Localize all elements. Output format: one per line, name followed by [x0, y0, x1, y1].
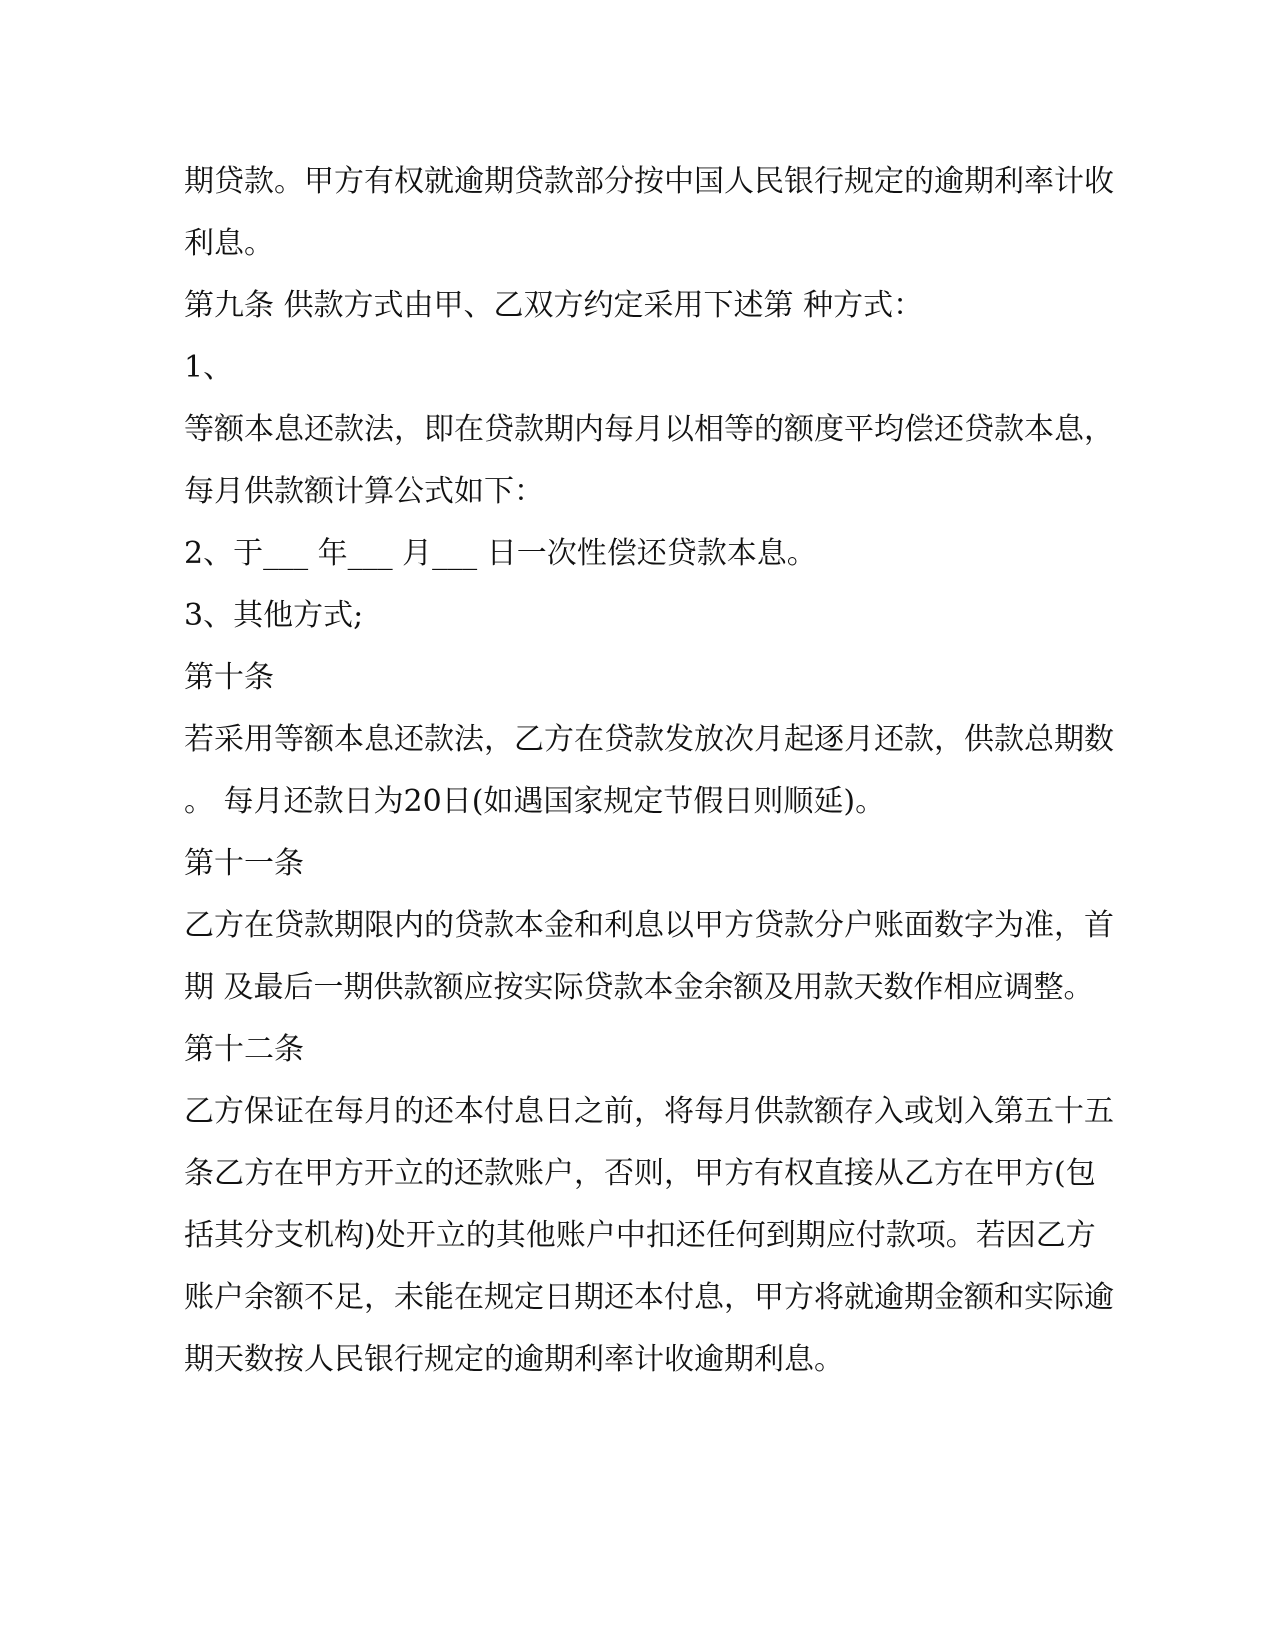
paragraph-line: 乙方保证在每月的还本付息日之前，将每月供款额存入或划入第五十五 [184, 1094, 1114, 1129]
article-heading: 第十条 [184, 660, 274, 695]
paragraph-line: 乙方在贷款期限内的贷款本金和利息以甲方贷款分户账面数字为准，首 [184, 908, 1114, 943]
paragraph-line: 期 及最后一期供款额应按实际贷款本金余额及用款天数作相应调整。 [184, 970, 1094, 1005]
list-item: 3、其他方式; [184, 598, 364, 633]
article-heading: 第十一条 [184, 846, 304, 881]
paragraph-line: 。 每月还款日为20日(如遇国家规定节假日则顺延)。 [184, 784, 886, 819]
article-heading: 第九条 供款方式由甲、乙双方约定采用下述第 种方式： [184, 288, 924, 323]
paragraph-line: 期天数按人民银行规定的逾期利率计收逾期利息。 [184, 1342, 844, 1377]
paragraph-line: 等额本息还款法，即在贷款期内每月以相等的额度平均偿还贷款本息， [184, 412, 1114, 447]
paragraph-line: 账户余额不足，未能在规定日期还本付息，甲方将就逾期金额和实际逾 [184, 1280, 1114, 1315]
list-item: 2、于___ 年___ 月___ 日一次性偿还贷款本息。 [184, 536, 817, 571]
article-heading: 第十二条 [184, 1032, 304, 1067]
paragraph-line: 期贷款。甲方有权就逾期贷款部分按中国人民银行规定的逾期利率计收 [184, 164, 1114, 199]
paragraph-line: 括其分支机构)处开立的其他账户中扣还任何到期应付款项。若因乙方 [184, 1218, 1096, 1253]
paragraph-line: 条乙方在甲方开立的还款账户，否则，甲方有权直接从乙方在甲方(包 [184, 1156, 1096, 1191]
paragraph-line: 若采用等额本息还款法，乙方在贷款发放次月起逐月还款，供款总期数 [184, 722, 1114, 757]
paragraph-line: 每月供款额计算公式如下： [184, 474, 544, 509]
list-item-number: 1、 [184, 350, 234, 385]
paragraph-line: 利息。 [184, 226, 274, 261]
document-body [184, 151, 1114, 1391]
